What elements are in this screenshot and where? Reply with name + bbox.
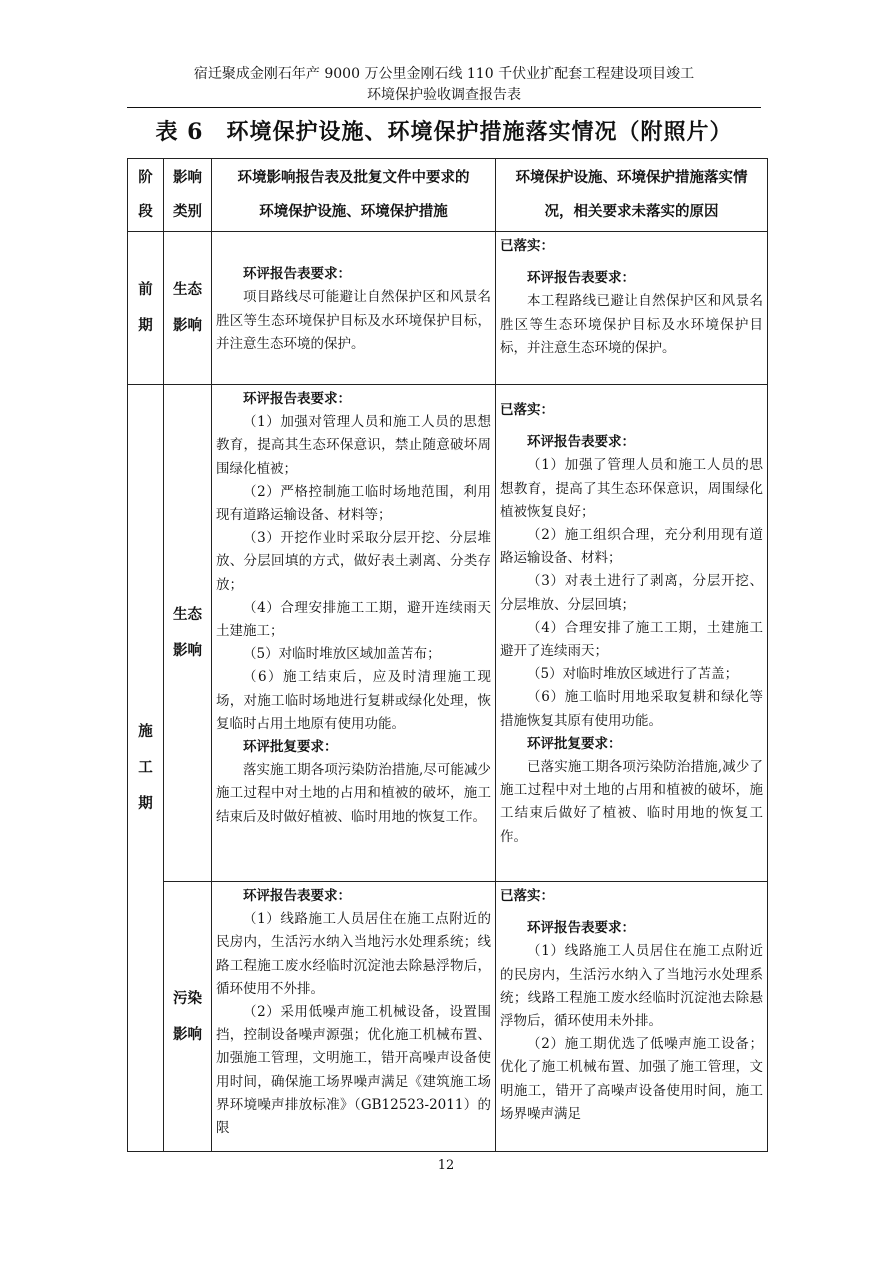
requirement-heading: 环评批复要求： xyxy=(243,739,338,756)
requirement-heading: 环评报告表要求： xyxy=(243,266,351,283)
requirement-item: （2）严格控制施工临时场地范围，利用现有道路运输设备、材料等； xyxy=(216,483,491,524)
requirement-item: （4）合理安排施工工期，避开连续雨天土建施工； xyxy=(216,599,491,640)
category-cell xyxy=(164,232,212,385)
category-line: 影响 xyxy=(173,642,202,659)
document-header-line1: 宿迁聚成金刚石年产 9000 万公里金刚石线 110 千伏业扩配套工程建设项目竣工 xyxy=(193,66,695,82)
header-requirements xyxy=(212,159,496,232)
header-category xyxy=(164,159,212,232)
header-implementation-line: 环境保护设施、环境保护措施落实情 xyxy=(515,169,748,186)
requirements-cell xyxy=(212,385,496,882)
page-title: 表 6 环境保护设施、环境保护措施落实情况（附照片） xyxy=(155,119,733,145)
implementation-item: （5）对临时堆放区域进行了苫盖； xyxy=(527,666,739,683)
header-stage xyxy=(128,159,164,232)
implementation-item: （3）对表土进行了剥离，分层开挖、分层堆放、分层回填； xyxy=(500,573,763,613)
implementation-item: （1）加强了管理人员和施工人员的思想教育，提高了其生态环保意识，周围绿化植被恢复良好； xyxy=(500,457,763,520)
category-cell xyxy=(164,882,212,1152)
implementation-cell xyxy=(496,385,768,882)
requirement-text: 落实施工期各项污染防治措施,尽可能减少施工过程中对土地的占用和植被的破坏，施工结束后及时做好植被、临时用地的恢复工作。 xyxy=(216,762,491,825)
header-category-line: 类别 xyxy=(173,203,202,220)
requirement-item: （1）加强对管理人员和施工人员的思想教育，提高其生态环保意识，禁止随意破坏周围绿化植被； xyxy=(216,414,491,477)
implementation-heading: 环评报告表要求： xyxy=(527,920,635,937)
implementation-heading: 环评批复要求： xyxy=(527,735,622,752)
category-line: 影响 xyxy=(173,317,202,334)
stage-char: 期 xyxy=(138,795,153,812)
implementation-text: 本工程路线已避让自然保护区和风景名胜区等生态环境保护目标及水环境保护目标，并注意生态环境的保护。 xyxy=(500,293,763,356)
measures-table xyxy=(127,158,768,1152)
header-implementation xyxy=(496,159,768,232)
implemented-label: 已落实： xyxy=(500,888,554,904)
implementation-item: （1）线路施工人员居住在施工点附近的民房内，生活污水纳入了当地污水处理系统；线路工程施工废水经临时沉淀池去除悬浮物后，循环使用未外排。 xyxy=(500,943,763,1030)
implementation-item: （2）施工组织合理，充分利用现有道路运输设备、材料； xyxy=(500,527,763,567)
document-header-line2: 环境保护验收调查报告表 xyxy=(367,87,521,103)
table-row xyxy=(128,882,768,1152)
implementation-cell xyxy=(496,882,768,1152)
header-stage-line: 段 xyxy=(138,203,153,220)
stage-cell xyxy=(128,232,164,385)
implementation-item: （4）合理安排了施工工期，土建施工避开了连续雨天； xyxy=(500,619,763,660)
stage-char: 工 xyxy=(138,759,153,776)
category-line: 污染 xyxy=(173,989,202,1007)
stage-char: 施 xyxy=(138,723,153,740)
requirement-item: （1）线路施工人员居住在施工点附近的民房内，生活污水纳入当地污水处理系统；线路工程施工废水经临时沉淀池去除悬浮物后，循环使用不外排。 xyxy=(216,911,491,997)
implementation-cell xyxy=(496,232,768,385)
header-rule xyxy=(127,107,761,108)
header-implementation-line: 况，相关要求未落实的原因 xyxy=(544,203,719,220)
table-row xyxy=(128,232,768,385)
requirements-cell xyxy=(212,882,496,1152)
requirement-item: （2）采用低噪声施工机械设备，设置围挡，控制设备噪声源强；优化施工机械布置、加强施工管理，文明施工，错开高噪声设备使用时间，确保施工场界噪声满足《建筑施工场界环境噪声排放标准》（GB12523-2011）的限 xyxy=(216,1004,491,1137)
implementation-text: 已落实施工期各项污染防治措施,减少了施工过程中对土地的占用和植被的破坏，施工结束后做好了植被、临时用地的恢复工作。 xyxy=(500,759,763,845)
requirement-heading: 环评报告表要求： xyxy=(243,888,351,904)
implementation-heading: 环评报告表要求： xyxy=(527,434,635,451)
table-row xyxy=(128,385,768,882)
header-category-line: 影响 xyxy=(173,169,202,186)
implementation-heading: 环评报告表要求： xyxy=(527,270,635,287)
page-number: 12 xyxy=(437,1158,455,1173)
requirement-item: （3）开挖作业时采取分层开挖、分层堆放、分层回填的方式，做好表土剥离、分类存放； xyxy=(216,530,491,593)
header-requirements-line: 环境影响报告表及批复文件中要求的 xyxy=(237,169,470,186)
implementation-item: （2）施工期优选了低噪声施工设备；优化了施工机械布置、加强了施工管理，文明施工，错开了高噪声设备使用时间，施工场界噪声满足 xyxy=(500,1036,763,1122)
table-header-row xyxy=(128,159,768,232)
category-line: 生态 xyxy=(173,281,202,298)
implemented-label: 已落实： xyxy=(500,238,554,254)
category-line: 生态 xyxy=(173,606,202,623)
stage-cell xyxy=(128,385,164,1152)
header-requirements-line: 环境保护设施、环境保护措施 xyxy=(259,203,448,220)
header-stage-line: 阶 xyxy=(138,169,153,186)
requirement-heading: 环评报告表要求： xyxy=(243,391,351,407)
requirement-item: （6）施工结束后，应及时清理施工现场，对施工临时场地进行复耕或绿化处理，恢复临时占用土地原有使用功能。 xyxy=(216,669,491,732)
implementation-item: （6）施工临时用地采取复耕和绿化等措施恢复其原有使用功能。 xyxy=(500,689,763,729)
category-line: 影响 xyxy=(173,1025,202,1043)
requirement-text: 项目路线尽可能避让自然保护区和风景名胜区等生态环境保护目标及水环境保护目标，并注意生态环境的保护。 xyxy=(216,289,491,352)
stage-char: 前 xyxy=(138,281,153,298)
implemented-label: 已落实： xyxy=(500,402,554,418)
category-cell xyxy=(164,385,212,882)
stage-char: 期 xyxy=(138,317,153,334)
requirement-item: （5）对临时堆放区域加盖苫布； xyxy=(243,646,441,663)
requirements-cell xyxy=(212,232,496,385)
